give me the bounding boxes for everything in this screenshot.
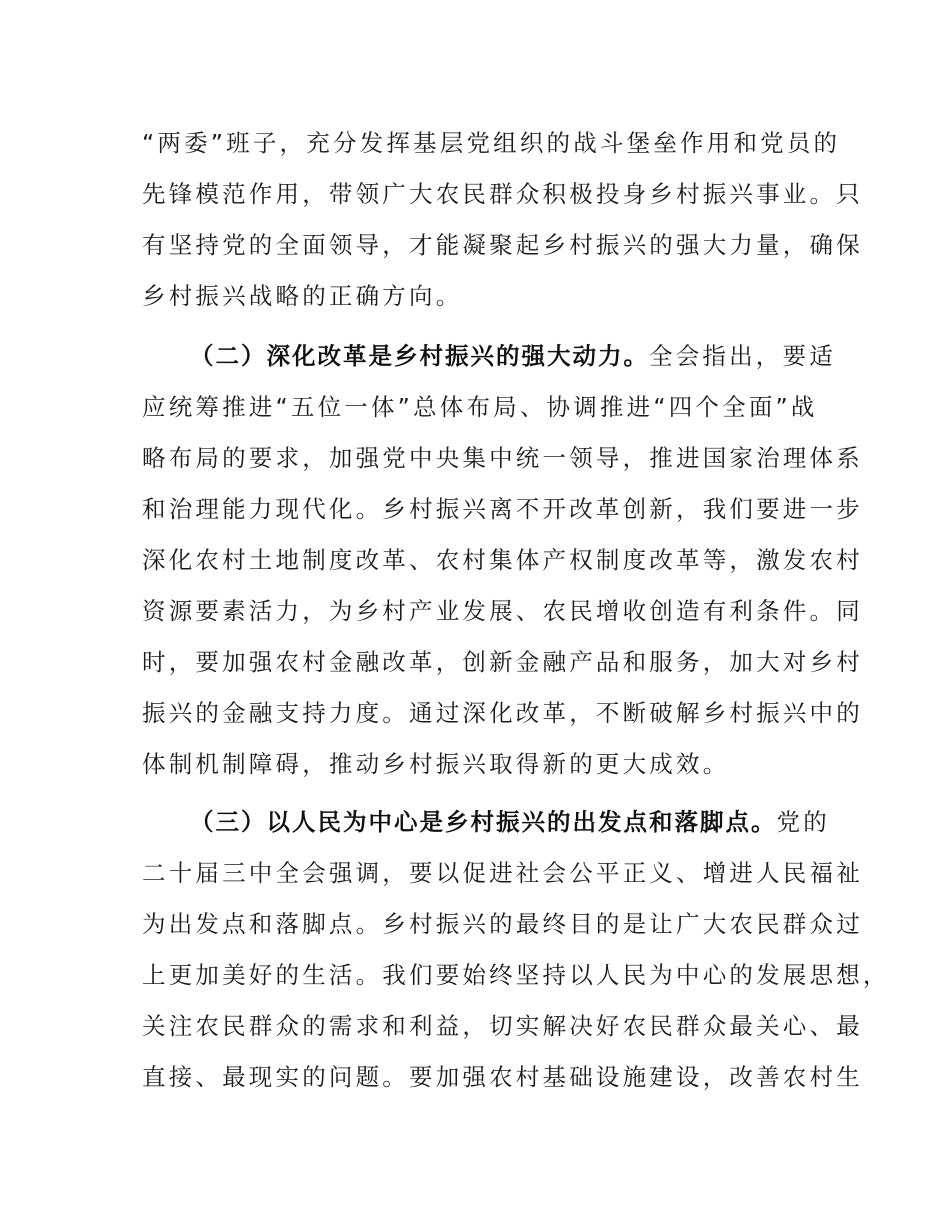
paragraph-first-line [142,331,836,382]
text-line: 应统筹推进“五位一体”总体布局、协调推进“四个全面”战 [142,393,818,421]
text-line: 乡村振兴战略的正确方向。 [142,282,463,310]
paragraph-1 [142,118,863,322]
text-line: 上更加美好的生活。我们要始终坚持以人民为中心的发展思想， [142,961,890,989]
text-line: 体制机制障碍，推动乡村振兴取得新的更大成效。 [142,750,730,778]
text-line: 二十届三中全会强调，要以促进社会公平正义、增进人民福祉 [142,859,863,887]
text-line: 直接、最现实的问题。要加强农村基础设施建设，改善农村生 [142,1063,863,1091]
paragraph-3 [142,797,890,1103]
text-line: “两委”班子，充分发挥基层党组织的战斗堡垒作用和党员的 [142,129,841,157]
paragraph-first-line [142,797,830,848]
section-heading: （二）深化改革是乡村振兴的强大动力。 [190,342,649,370]
text-run: 党的 [776,808,830,836]
text-run: 全会指出，要适 [649,342,836,370]
text-line: 为出发点和落脚点。乡村振兴的最终目的是让广大农民群众过 [142,910,863,938]
text-line: 资源要素活力，为乡村产业发展、农民增收创造有利条件。同 [142,597,863,625]
text-line: 关注农民群众的需求和利益，切实解决好农民群众最关心、最 [142,1012,863,1040]
paragraph-2 [142,331,863,790]
text-line: 时，要加强农村金融改革，创新金融产品和服务，加大对乡村 [142,648,863,676]
text-line: 振兴的金融支持力度。通过深化改革，不断破解乡村振兴中的 [142,699,863,727]
section-heading: （三）以人民为中心是乡村振兴的出发点和落脚点。 [190,808,777,836]
text-line: 略布局的要求，加强党中央集中统一领导，推进国家治理体系 [142,444,863,472]
text-line: 有坚持党的全面领导，才能凝聚起乡村振兴的强大力量，确保 [142,231,863,259]
text-line: 先锋模范作用，带领广大农民群众积极投身乡村振兴事业。只 [142,180,863,208]
text-line: 深化农村土地制度改革、农村集体产权制度改革等，激发农村 [142,546,863,574]
text-line: 和治理能力现代化。乡村振兴离不开改革创新，我们要进一步 [142,495,863,523]
